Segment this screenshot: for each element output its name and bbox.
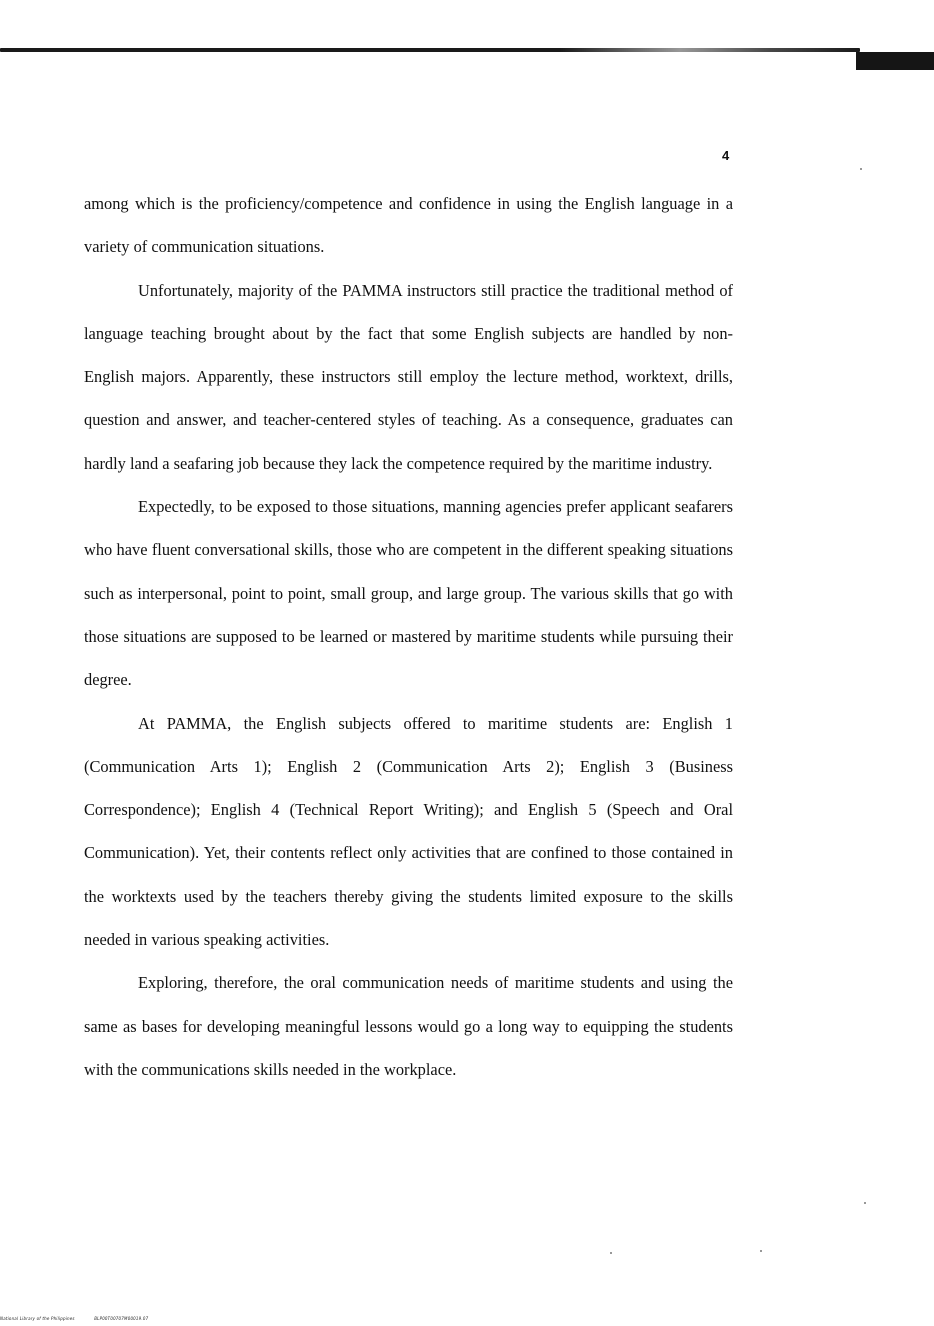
paragraph-oral-communication-needs: Exploring, therefore, the oral communication needs of maritime students and using the same as bases for developing meaningful lessons would go a long way to equipping the students with the communications skills needed in the workplace.: [84, 973, 733, 1079]
footer-code: BLP00T00707M00019.07: [94, 1316, 149, 1321]
paragraph-continuation: among which is the proficiency/competence and confidence in using the English language in a variety of communication situations.: [84, 194, 733, 257]
scan-speck: [860, 168, 862, 170]
scan-speck: [864, 1202, 866, 1204]
page-number: 4: [722, 148, 730, 163]
paragraph-traditional-teaching: Unfortunately, majority of the PAMMA instructors still practice the traditional method of language teaching brought about by the fact that some English subjects are handled by non-English majors. Apparently, these instructors still employ the lecture method, worktext, drills, question and answer, and teacher-centered styles of teaching. As a consequence, graduates can hardly land a seafaring job because they lack the competence required by the maritime industry.: [84, 280, 733, 473]
paragraph-manning-agencies: Expectedly, to be exposed to those situations, manning agencies prefer applicant seafarers who have fluent conversational skills, those who are competent in the different speaking situations such as interpersonal, point to point, small group, and large group. The various skills that go with those situations are supposed to be learned or mastered by maritime students while pursuing their degree.: [84, 497, 733, 690]
footer-library: National Library of the Philippines: [0, 1316, 75, 1321]
scan-corner-mark: [856, 52, 934, 70]
paragraph-english-subjects: At PAMMA, the English subjects offered to maritime students are: English 1 (Communication Arts 1); English 2 (Communication Arts 2); English 3 (Business Correspondence); English 4 (Technical Report Writing); and English 5 (Speech and Oral Communication). Yet, their contents reflect only activities that are confined to those contained in the worktexts used by the teachers thereby giving the students limited exposure to the skills needed in various speaking activities.: [84, 713, 733, 950]
body-text: [84, 182, 733, 1091]
scan-footer: [0, 1316, 148, 1321]
scan-speck: [760, 1250, 762, 1252]
scan-top-rule-fade: [560, 48, 860, 52]
scan-speck: [610, 1252, 612, 1254]
